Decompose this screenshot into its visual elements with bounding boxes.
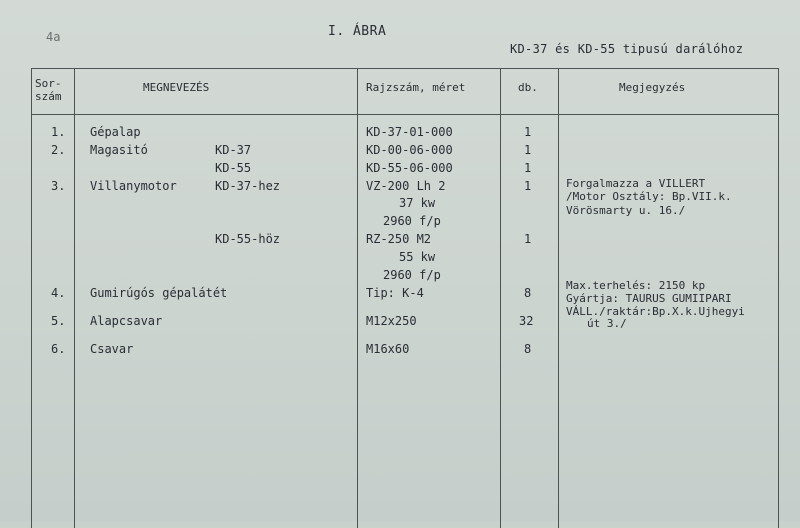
cell-qty: 1 <box>524 125 532 139</box>
cell-no: 2. <box>51 143 66 157</box>
cell-no: 5. <box>51 314 66 328</box>
header-drawing: Rajzszám, méret <box>366 81 466 94</box>
table-left-border <box>31 68 32 528</box>
table-header-divider <box>31 114 778 115</box>
cell-drawing: 2960 f/p <box>383 214 441 228</box>
column-divider-note <box>558 68 559 528</box>
cell-sub: KD-37-hez <box>215 179 281 193</box>
table-top-border <box>31 68 778 69</box>
cell-no: 1. <box>51 125 66 139</box>
cell-name: Villanymotor <box>90 179 177 193</box>
cell-qty: 1 <box>524 143 532 157</box>
cell-qty: 32 <box>519 314 534 328</box>
cell-name: Csavar <box>90 342 134 356</box>
cell-qty: 1 <box>524 179 532 193</box>
cell-name: Gépalap <box>90 125 141 139</box>
cell-qty: 1 <box>524 161 532 175</box>
table-right-border <box>778 68 779 528</box>
cell-drawing: VZ-200 Lh 2 <box>366 179 446 193</box>
cell-note: út 3./ <box>587 317 627 330</box>
header-sor-line1: Sor- <box>35 77 62 90</box>
cell-drawing: M12x250 <box>366 314 417 328</box>
header-qty: db. <box>518 81 538 94</box>
cell-drawing: RZ-250 M2 <box>366 232 432 246</box>
cell-note: Forgalmazza a VILLERT <box>566 177 706 190</box>
cell-qty: 8 <box>524 342 532 356</box>
cell-drawing: M16x60 <box>366 342 410 356</box>
page-title: I. ÁBRA <box>328 24 387 39</box>
cell-drawing: KD-55-06-000 <box>366 161 453 175</box>
cell-name: Magasitó <box>90 143 148 157</box>
cell-drawing: 2960 f/p <box>383 268 441 282</box>
cell-note: /Motor Osztály: Bp.VII.k. <box>566 190 732 203</box>
cell-name: Alapcsavar <box>90 314 163 328</box>
header-name: MEGNEVEZÉS <box>143 81 210 94</box>
cell-sub: KD-55-höz <box>215 232 281 246</box>
header-note: Megjegyzés <box>619 81 686 94</box>
cell-drawing: KD-37-01-000 <box>366 125 453 139</box>
cell-note: Max.terhelés: 2150 kp <box>566 279 706 292</box>
cell-sub: KD-37 <box>215 143 252 157</box>
column-divider-drawing <box>357 68 358 528</box>
parts-table <box>31 68 778 528</box>
cell-qty: 8 <box>524 286 532 300</box>
column-divider-qty <box>500 68 501 528</box>
cell-drawing: KD-00-06-000 <box>366 143 453 157</box>
cell-no: 3. <box>51 179 66 193</box>
cell-note: Vörösmarty u. 16./ <box>566 204 686 217</box>
cell-drawing: Tip: K-4 <box>366 286 424 300</box>
cell-note: Gyártja: TAURUS GUMIIPARI <box>566 292 732 305</box>
page-subtitle: KD-37 és KD-55 tipusú darálóhoz <box>510 42 744 56</box>
header-sor-line2: szám <box>35 90 62 103</box>
page-mark: 4a <box>46 30 61 44</box>
cell-no: 4. <box>51 286 66 300</box>
cell-sub: KD-55 <box>215 161 252 175</box>
cell-no: 6. <box>51 342 66 356</box>
cell-qty: 1 <box>524 232 532 246</box>
column-divider-name <box>74 68 75 528</box>
cell-drawing: 55 kw <box>399 250 436 264</box>
cell-drawing: 37 kw <box>399 196 436 210</box>
cell-note: VÁLL./raktár:Bp.X.k.Ujhegyi <box>566 305 745 318</box>
cell-name: Gumirúgós gépalátét <box>90 286 228 300</box>
